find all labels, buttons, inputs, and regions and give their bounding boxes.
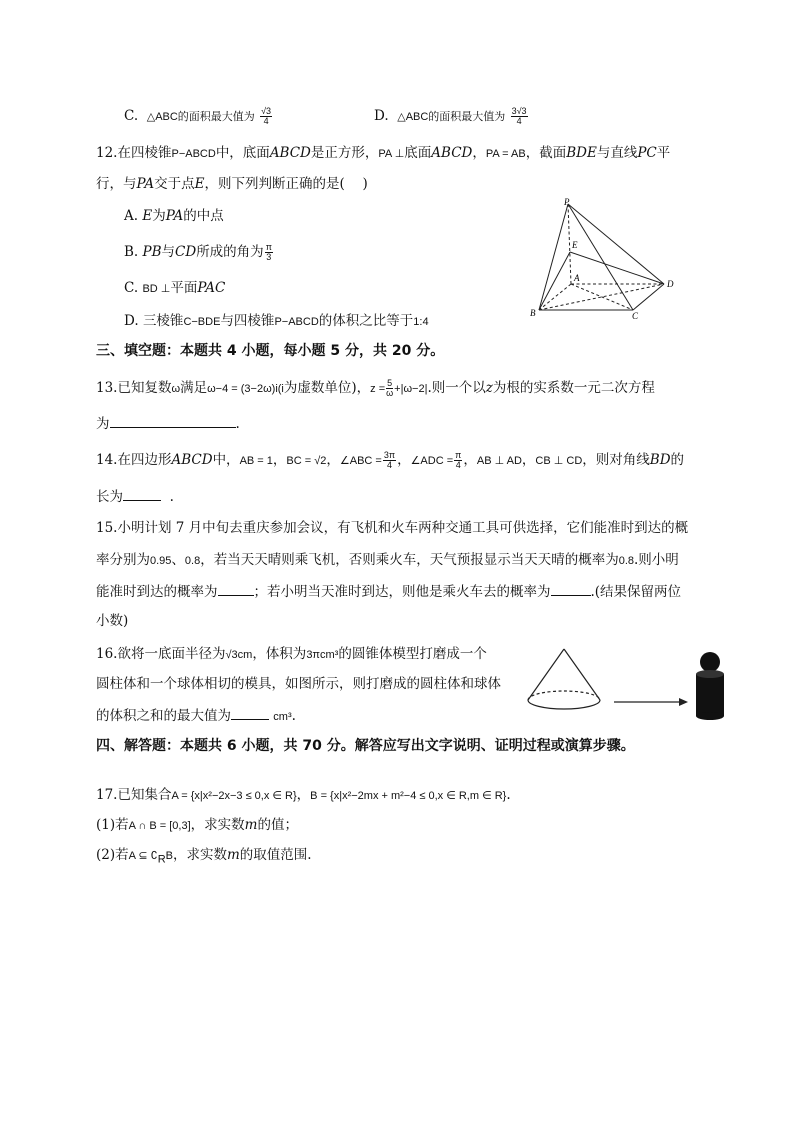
fraction: $\frac{\pi}{4}$	[455, 450, 462, 470]
edge-be	[539, 252, 570, 310]
label-c: C	[632, 311, 639, 321]
pyramid-figure	[525, 196, 685, 322]
q15-line1: 15.小明计划 7 月中旬去重庆参加会议，有飞机和火车两种交通工具可供选择，它们能准时到达的概	[96, 520, 689, 536]
edge-pd	[568, 204, 664, 284]
answer-blank[interactable]	[123, 486, 161, 501]
q12-stem-line2: 行，与PA交于点E，则下列判断正确的是( )	[96, 176, 368, 192]
q11-option-d: D. △ABC的面积最大值为 $\frac{3√3}{4}$	[374, 106, 527, 126]
q14-line2: 长为 .	[96, 486, 174, 507]
fraction: $\frac{3√3}{4}$	[511, 106, 527, 126]
q13-line2: 为 .	[96, 413, 240, 434]
label-p: P	[564, 197, 570, 207]
q12-option-d: D. 三棱锥C−BDE与四棱锥P−ABCD的体积之比等于1:4	[124, 313, 429, 329]
edge-pa	[568, 204, 571, 284]
answer-blank[interactable]	[218, 581, 254, 596]
q12-option-c: C. BD ⊥平面PAC	[124, 280, 226, 296]
q13-line1: 13.已知复数ω满足ω−4 = (3−2ω)i(i为虚数单位)，z = $\frac{5}{\omega}$ +|ω−2|.则一个以z为根的实系数一元二次方程	[96, 378, 655, 398]
edge-ed	[570, 252, 664, 284]
q15-line4: 小数)	[96, 613, 129, 629]
label-b: B	[530, 308, 536, 318]
edge-pb	[539, 204, 568, 310]
q17-stem: 17.已知集合A = {x|x²−2x−3 ≤ 0,x ∈ R}，B = {x|x²−2mx + m²−4 ≤ 0,x ∈ R,m ∈ R}.	[96, 787, 511, 803]
answer-blank[interactable]	[551, 581, 591, 596]
answer-blank[interactable]	[110, 413, 236, 428]
fraction: $\frac{3\pi}{4}$	[383, 450, 396, 470]
label-e: E	[572, 240, 578, 250]
q11-option-c: C. △ABC的面积最大值为 $\frac{√3}{4}$	[124, 106, 272, 126]
cone-icon	[528, 649, 600, 709]
fraction: $\frac{5}{\omega}$	[386, 378, 394, 398]
q12-option-b: B. PB与CD所成的角为 $\frac{\pi}{3}$	[124, 242, 272, 262]
edge-cd	[633, 284, 664, 310]
q17-part2: (2)若A ⊆ $∁_RB$，求实数m的取值范围.	[96, 847, 312, 866]
q16-line1: 16.欲将一底面半径为√3cm，体积为3πcm³的圆锥体模型打磨成一个	[96, 646, 487, 662]
label-d: D	[667, 279, 674, 289]
q12-stem-line1: 12.在四棱锥P−ABCD中，底面ABCD是正方形，PA ⊥底面ABCD，PA = AB，截面BDE与直线PC平	[96, 145, 671, 161]
edge-pc	[568, 204, 633, 310]
q16-line2: 圆柱体和一个球体相切的模具，如图所示，则打磨成的圆柱体和球体	[96, 676, 501, 692]
q12-option-a: A. E为PA的中点	[124, 208, 224, 224]
q14-line1: 14.在四边形ABCD中，AB = 1，BC = √2，∠ABC = $\frac{3\pi}{4}$ ，∠ADC = $\frac{\pi}{4}$ ，AB ⊥ AD，CB ⊥ CD，则对角线BD的	[96, 450, 685, 470]
fraction: $\frac{\pi}{3}$	[265, 242, 272, 262]
q17-part1: (1)若A ∩ B = [0,3]，求实数m的值；	[96, 817, 298, 833]
answer-blank[interactable]	[231, 705, 269, 720]
fraction: $\frac{√3}{4}$	[261, 106, 272, 126]
q16-line3: 的体积之和的最大值为 cm³.	[96, 705, 296, 727]
triangle-abc: △ABC的面积最大值为	[146, 111, 255, 123]
q15-line3: 能准时到达的概率为 ；若小明当天准时到达，则他是乘火车去的概率为 .(结果保留两位	[96, 581, 681, 602]
cylinder-sphere-icon	[696, 652, 724, 720]
edge-ac	[571, 284, 633, 310]
q15-line2: 率分别为0.95、0.8，若当天天晴则乘飞机，否则乘火车，天气预报显示当天天晴的概率为0.8.则小明	[96, 552, 679, 568]
arrow-right-icon	[614, 698, 688, 706]
edge-ab	[539, 284, 571, 310]
section-4-heading: 四、解答题：本题共 6 小题，共 70 分。解答应写出文字说明、证明过程或演算步骤。	[96, 738, 635, 754]
cone-to-cylinder-sphere-figure	[520, 646, 730, 724]
label-a: A	[574, 273, 580, 283]
section-3-heading: 三、填空题：本题共 4 小题，每小题 5 分，共 20 分。	[96, 343, 445, 359]
